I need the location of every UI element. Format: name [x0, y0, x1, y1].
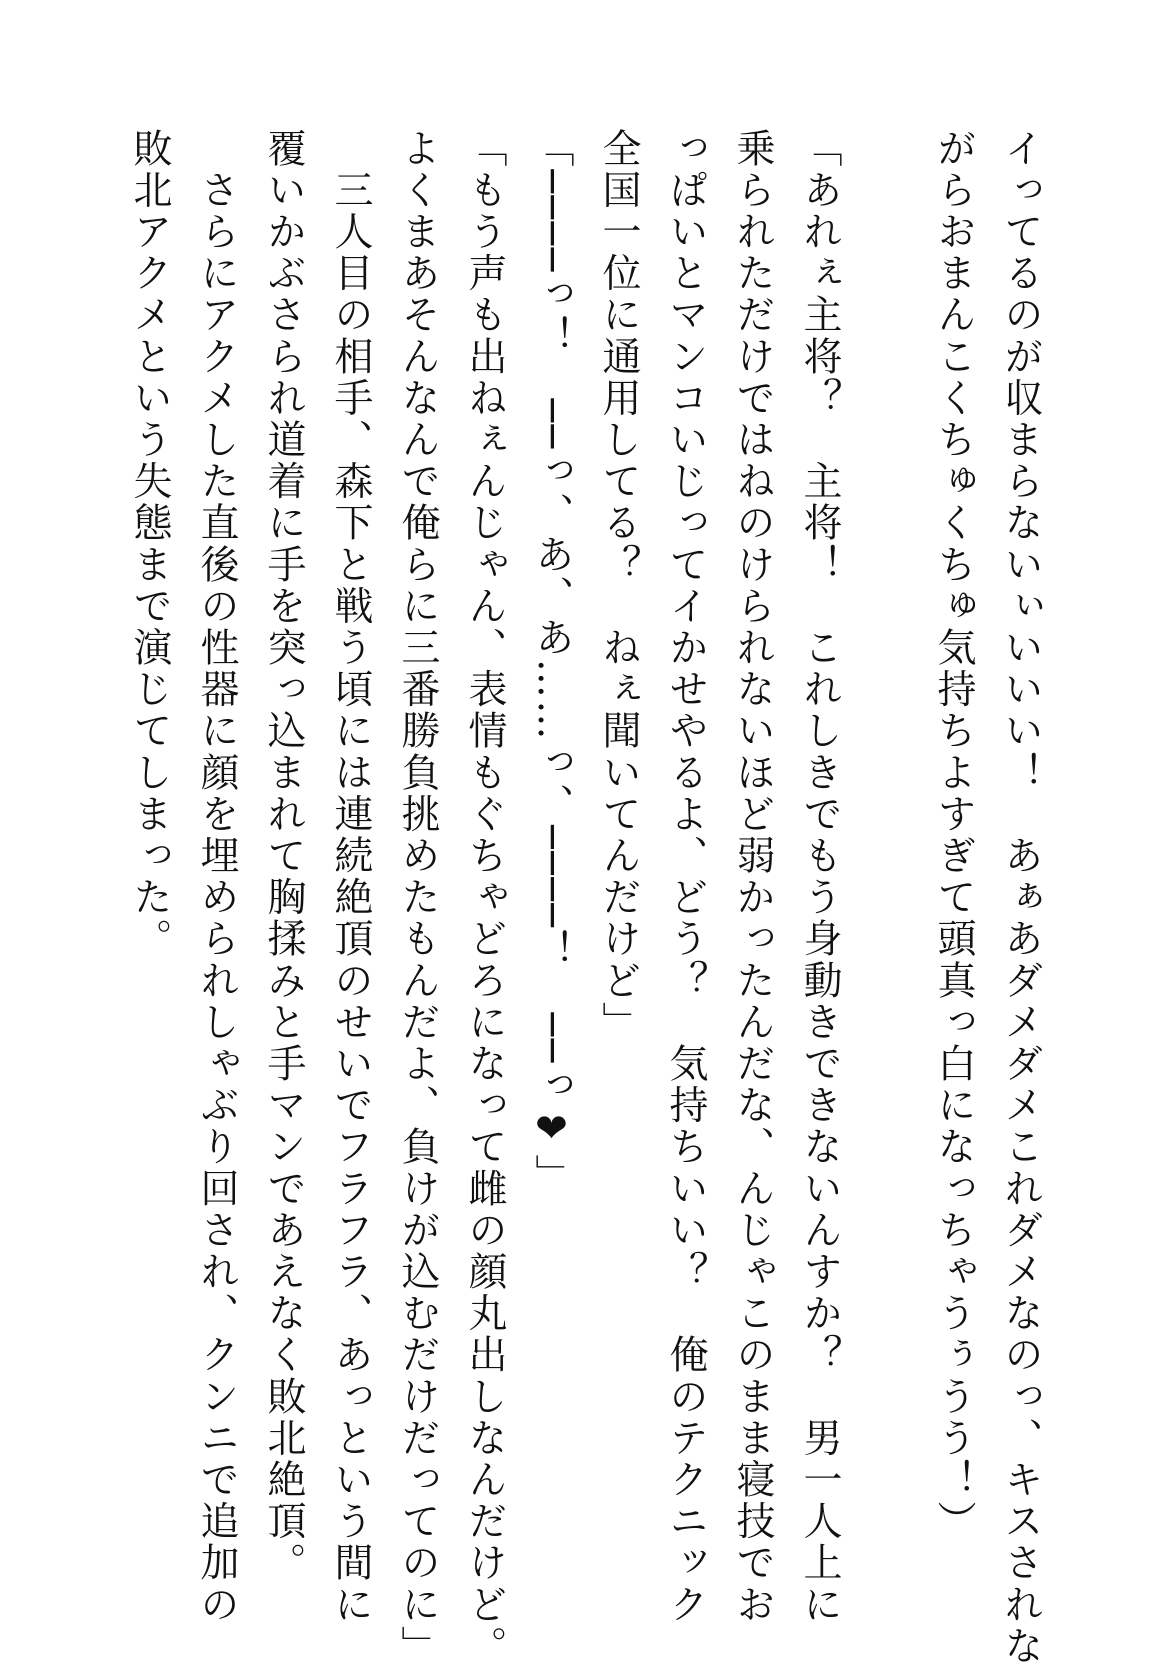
vertical-text-body [54, 128, 1054, 1667]
text-line: 覆いかぶさられ道着に手を突っ込まれて胸揉みと手マンであえなく敗北絶頂。 [261, 128, 306, 1584]
text-line: イってるのが収まらないぃいいい！ あぁあダメダメこれダメなのっ、キスされな [998, 128, 1043, 1667]
text-line: 三人目の相手、森下と戦う頃には連続絶頂のせいでフラフラ、あっという間に [328, 128, 373, 1626]
text-line: 「あれぇ主将？ 主将！ これしきでもう身動きできないんすか？ 男一人上に [797, 128, 842, 1626]
text-line: っぱいとマンコいじってイかせやるよ、どう？ 気持ちいい？ 俺のテクニック [663, 128, 708, 1626]
text-line: さらにアクメした直後の性器に顔を埋められしゃぶり回され、クンニで追加の [194, 128, 239, 1626]
text-line: 「────っ！ ──っ、あ、あ……っ、────！ ──っ❤」 [529, 128, 574, 1196]
blank-line [853, 128, 920, 1548]
text-line: 「もう声も出ねぇんじゃん、表情もぐちゃどろになって雌の顔丸出しなんだけど。 [462, 128, 507, 1667]
text-line: よくまあそんなんで俺らに三番勝負挑めたもんだよ、負けが込むだけだってのに」 [395, 128, 440, 1667]
text-line: 全国一位に通用してる？ ねぇ聞いてんだけど」 [596, 128, 641, 1044]
text-line: がらおまんこくちゅくちゅ気持ちよすぎて頭真っ白になっちゃうぅうう！） [931, 128, 976, 1543]
text-line: 敗北アクメという失態まで演じてしまった。 [127, 128, 172, 960]
text-line: 乗られただけではねのけられないほど弱かったんだな、んじゃこのまま寝技でお [730, 128, 775, 1626]
